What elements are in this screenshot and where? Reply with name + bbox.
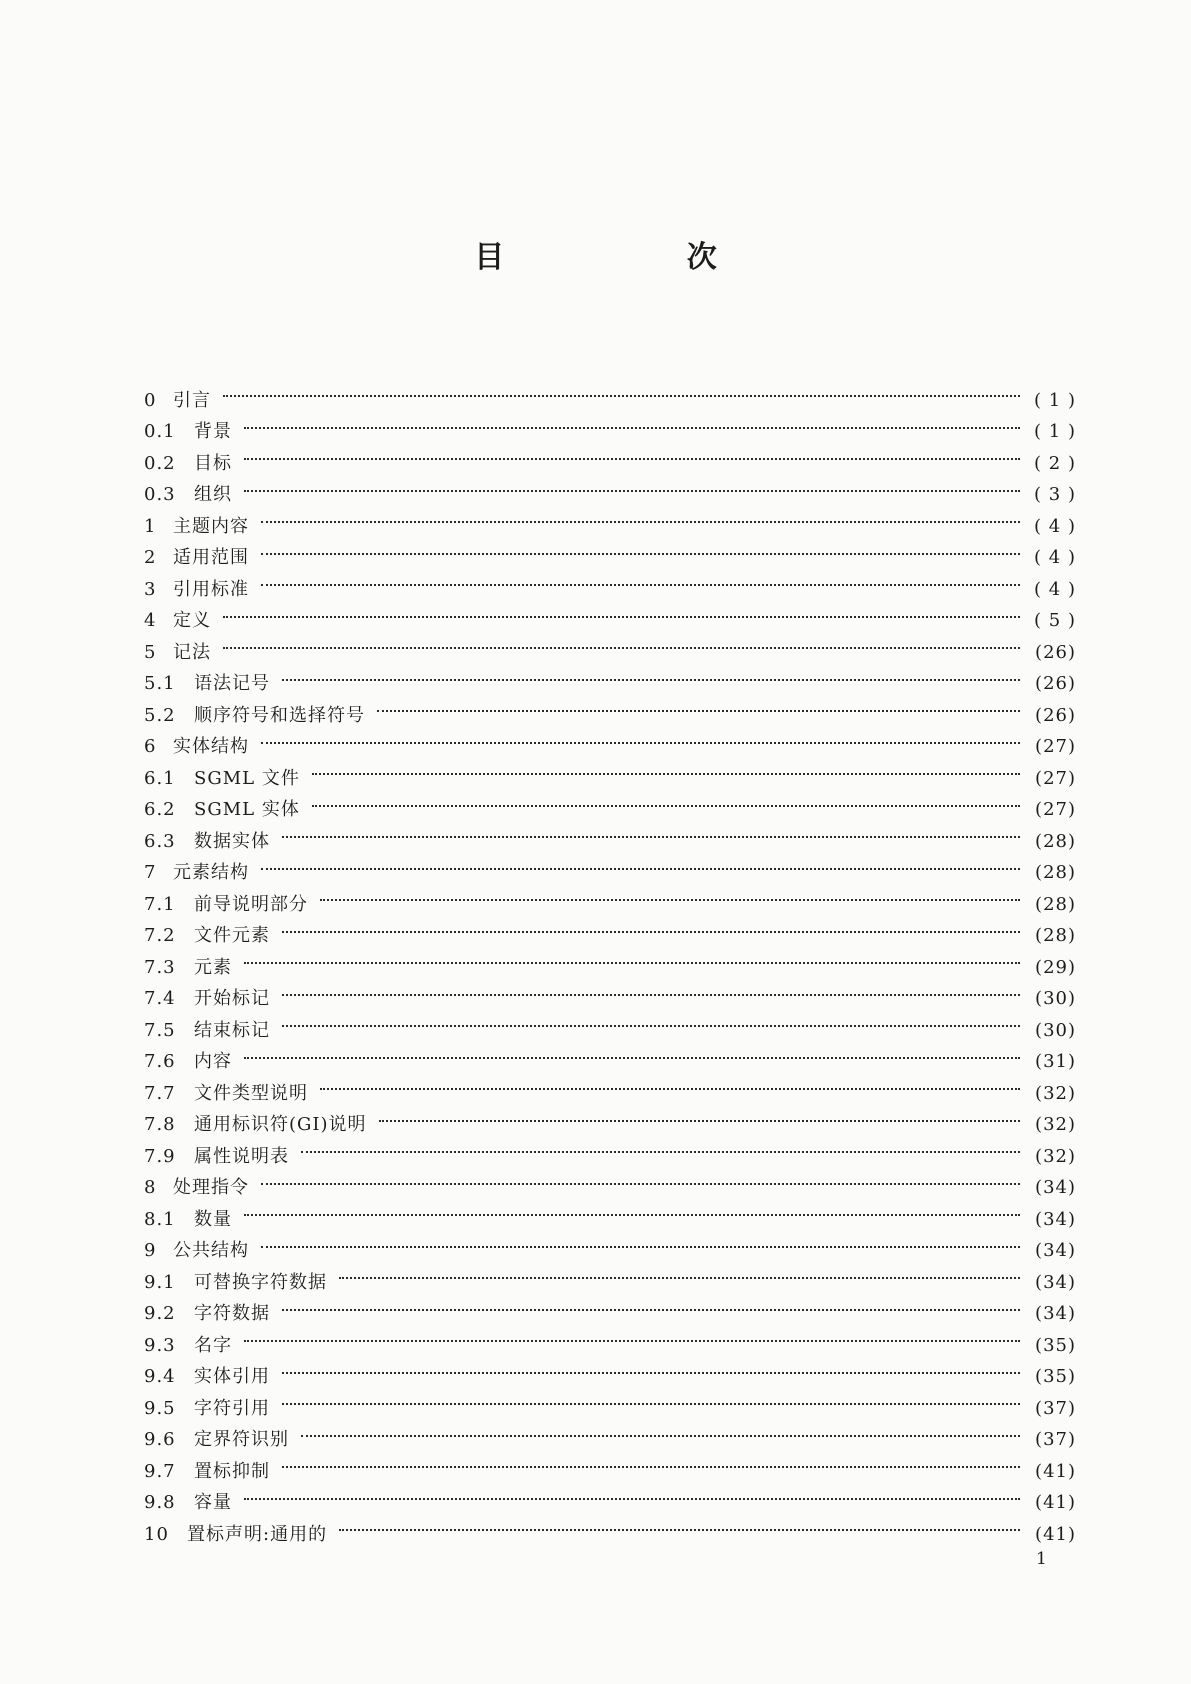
section-title: 语法记号 (194, 673, 270, 694)
toc-entry[interactable] (144, 1319, 1076, 1356)
page-reference: (30) (1035, 988, 1076, 1009)
toc-entry[interactable] (144, 1036, 1076, 1072)
dot-leader (244, 941, 1020, 973)
dot-leader (261, 1225, 1020, 1257)
section-number: 7.8 (144, 1114, 176, 1135)
page-reference: (28) (1035, 830, 1076, 852)
toc-entry[interactable] (144, 1162, 1076, 1198)
toc-entry[interactable] (144, 1225, 1076, 1261)
dot-leader (282, 815, 1020, 847)
page-reference: (32) (1035, 1114, 1076, 1135)
section-title: SGML 实体 (194, 799, 300, 820)
section-number: 9.3 (144, 1334, 176, 1356)
page-reference: ( 3 ) (1034, 484, 1076, 505)
page-reference: (27) (1035, 767, 1076, 789)
section-title: 定界符识别 (194, 1429, 289, 1450)
section-title: 数量 (194, 1208, 232, 1230)
page-reference: (27) (1035, 799, 1076, 820)
page-reference: (34) (1035, 1240, 1076, 1261)
dot-leader (377, 689, 1020, 721)
section-title: 实体引用 (194, 1366, 270, 1387)
section-title: 容量 (194, 1492, 232, 1513)
toc-entry[interactable] (144, 1508, 1076, 1545)
page-reference: (41) (1035, 1492, 1076, 1513)
section-title: 字符数据 (194, 1303, 270, 1324)
dot-leader (244, 1319, 1020, 1351)
dot-leader (261, 721, 1020, 753)
section-title: 公共结构 (173, 1240, 249, 1261)
toc-entry[interactable] (144, 437, 1076, 474)
dot-leader (320, 878, 1020, 910)
dot-leader (244, 1477, 1020, 1509)
toc-entry[interactable] (144, 689, 1076, 726)
section-number: 7 (144, 862, 157, 883)
dot-leader (312, 752, 1020, 784)
page-reference: (26) (1035, 641, 1076, 663)
toc-entry[interactable] (144, 752, 1076, 789)
page-reference: (32) (1035, 1082, 1076, 1104)
toc-entry[interactable] (144, 1477, 1076, 1513)
dot-leader (282, 1382, 1020, 1414)
dot-leader (244, 469, 1020, 501)
toc-entry[interactable] (144, 1067, 1076, 1104)
toc-entry[interactable] (144, 1445, 1076, 1482)
section-title: 元素结构 (173, 862, 249, 883)
section-title: 元素 (194, 956, 232, 978)
section-number: 5.1 (144, 673, 176, 694)
dot-leader (282, 1351, 1020, 1383)
toc-entry[interactable] (144, 973, 1076, 1009)
section-number: 9.4 (144, 1366, 176, 1387)
section-number: 6.1 (144, 767, 176, 789)
section-title: 主题内容 (173, 515, 249, 537)
toc-entry[interactable] (144, 469, 1076, 505)
section-title: 前导说明部分 (194, 893, 308, 915)
page-reference: (34) (1035, 1303, 1076, 1324)
section-number: 5.2 (144, 704, 176, 726)
section-number: 9.1 (144, 1271, 176, 1293)
toc-entry[interactable] (144, 1351, 1076, 1387)
dot-leader (301, 1130, 1020, 1162)
page-reference: (31) (1035, 1051, 1076, 1072)
dot-leader (244, 1036, 1020, 1068)
page-reference: (27) (1035, 736, 1076, 757)
page-reference: ( 4 ) (1034, 515, 1076, 537)
table-of-contents (144, 374, 1076, 1545)
section-number: 6.2 (144, 799, 176, 820)
dot-leader (261, 500, 1020, 532)
page-reference: (37) (1035, 1429, 1076, 1450)
section-number: 2 (144, 547, 157, 568)
dot-leader (379, 1099, 1020, 1131)
page-number: 1 (1036, 1549, 1047, 1569)
toc-entry[interactable] (144, 941, 1076, 978)
page-reference: (28) (1035, 925, 1076, 946)
dot-leader (244, 437, 1020, 469)
page-reference: ( 5 ) (1034, 610, 1076, 631)
page-reference: ( 4 ) (1034, 547, 1076, 568)
dot-leader (282, 973, 1020, 1005)
toc-entry[interactable] (144, 563, 1076, 600)
toc-entry[interactable] (144, 1414, 1076, 1450)
section-title: 结束标记 (194, 1019, 270, 1041)
section-number: 3 (144, 578, 157, 600)
section-number: 7.9 (144, 1145, 176, 1167)
section-number: 10 (144, 1523, 169, 1545)
page-reference: (34) (1035, 1208, 1076, 1230)
dot-leader (244, 406, 1020, 438)
section-title: 引言 (173, 389, 211, 411)
page-title: 目 次 (474, 240, 803, 275)
dot-leader (261, 1162, 1020, 1194)
section-number: 0.1 (144, 421, 176, 442)
toc-entry[interactable] (144, 1256, 1076, 1293)
page-reference: (34) (1035, 1271, 1076, 1293)
dot-leader (261, 563, 1020, 595)
section-title: 背景 (194, 421, 232, 442)
section-title: 字符引用 (194, 1397, 270, 1419)
section-number: 0 (144, 389, 157, 411)
dot-leader (301, 1414, 1020, 1446)
section-title: 引用标准 (173, 578, 249, 600)
dot-leader (282, 1004, 1020, 1036)
section-number: 7.1 (144, 893, 176, 915)
section-title: 定义 (173, 610, 211, 631)
section-title: 置标声明:通用的 (187, 1523, 328, 1545)
page-reference: ( 4 ) (1034, 578, 1076, 600)
section-number: 7.2 (144, 925, 176, 946)
toc-entry[interactable] (144, 626, 1076, 663)
toc-entry[interactable] (144, 658, 1076, 694)
section-number: 9 (144, 1240, 157, 1261)
toc-entry[interactable] (144, 1004, 1076, 1041)
section-number: 4 (144, 610, 157, 631)
section-title: 组织 (194, 484, 232, 505)
section-number: 6.3 (144, 830, 176, 852)
page-reference: ( 2 ) (1034, 452, 1076, 474)
toc-entry[interactable] (144, 532, 1076, 568)
section-number: 7.6 (144, 1051, 176, 1072)
section-title: 文件元素 (194, 925, 270, 946)
section-title: 目标 (194, 452, 232, 474)
page-reference: (26) (1035, 673, 1076, 694)
section-number: 9.7 (144, 1460, 176, 1482)
dot-leader (261, 532, 1020, 564)
page-reference: (41) (1035, 1460, 1076, 1482)
toc-entry[interactable] (144, 1288, 1076, 1324)
toc-entry[interactable] (144, 815, 1076, 852)
section-number: 5 (144, 641, 157, 663)
section-number: 9.5 (144, 1397, 176, 1419)
dot-leader (223, 374, 1020, 406)
toc-entry[interactable] (144, 374, 1076, 411)
dot-leader (282, 1288, 1020, 1320)
page-reference: (28) (1035, 862, 1076, 883)
page-reference: (34) (1035, 1177, 1076, 1198)
dot-leader (282, 658, 1020, 690)
section-number: 9.2 (144, 1303, 176, 1324)
page-reference: (41) (1035, 1523, 1076, 1545)
section-number: 6 (144, 736, 157, 757)
section-number: 9.6 (144, 1429, 176, 1450)
dot-leader (339, 1256, 1020, 1288)
toc-entry[interactable] (144, 721, 1076, 757)
toc-entry[interactable] (144, 847, 1076, 883)
section-title: 处理指令 (173, 1177, 249, 1198)
section-title: 开始标记 (194, 988, 270, 1009)
toc-entry[interactable] (144, 910, 1076, 946)
dot-leader (312, 784, 1020, 816)
section-title: 置标抑制 (194, 1460, 270, 1482)
section-number: 7.3 (144, 956, 176, 978)
section-title: 属性说明表 (194, 1145, 289, 1167)
page-reference: (29) (1035, 956, 1076, 978)
toc-entry[interactable] (144, 406, 1076, 442)
dot-leader (282, 1445, 1020, 1477)
section-number: 0.2 (144, 452, 176, 474)
dot-leader (320, 1067, 1020, 1099)
page-reference: (35) (1035, 1334, 1076, 1356)
section-number: 7.5 (144, 1019, 176, 1041)
section-title: 实体结构 (173, 736, 249, 757)
toc-entry[interactable] (144, 595, 1076, 631)
toc-entry[interactable] (144, 500, 1076, 537)
page-reference: ( 1 ) (1034, 389, 1076, 411)
section-number: 7.4 (144, 988, 176, 1009)
toc-entry[interactable] (144, 1382, 1076, 1419)
page-reference: ( 1 ) (1034, 421, 1076, 442)
dot-leader (282, 910, 1020, 942)
section-number: 1 (144, 515, 157, 537)
section-title: 数据实体 (194, 830, 270, 852)
page-reference: (28) (1035, 893, 1076, 915)
section-number: 8.1 (144, 1208, 176, 1230)
dot-leader (244, 1193, 1020, 1225)
section-title: 记法 (173, 641, 211, 663)
page-reference: (26) (1035, 704, 1076, 726)
dot-leader (261, 847, 1020, 879)
dot-leader (223, 595, 1020, 627)
page-reference: (30) (1035, 1019, 1076, 1041)
section-title: 适用范围 (173, 547, 249, 568)
section-title: SGML 文件 (194, 767, 300, 789)
section-title: 可替换字符数据 (194, 1271, 327, 1293)
dot-leader (339, 1508, 1020, 1540)
section-number: 0.3 (144, 484, 176, 505)
section-number: 8 (144, 1177, 157, 1198)
dot-leader (223, 626, 1020, 658)
section-number: 9.8 (144, 1492, 176, 1513)
page-reference: (35) (1035, 1366, 1076, 1387)
section-title: 顺序符号和选择符号 (194, 704, 365, 726)
section-title: 内容 (194, 1051, 232, 1072)
toc-entry[interactable] (144, 1193, 1076, 1230)
section-number: 7.7 (144, 1082, 176, 1104)
toc-entry[interactable] (144, 878, 1076, 915)
section-title: 名字 (194, 1334, 232, 1356)
page-reference: (32) (1035, 1145, 1076, 1167)
page-reference: (37) (1035, 1397, 1076, 1419)
section-title: 通用标识符(GI)说明 (194, 1114, 367, 1135)
section-title: 文件类型说明 (194, 1082, 308, 1104)
